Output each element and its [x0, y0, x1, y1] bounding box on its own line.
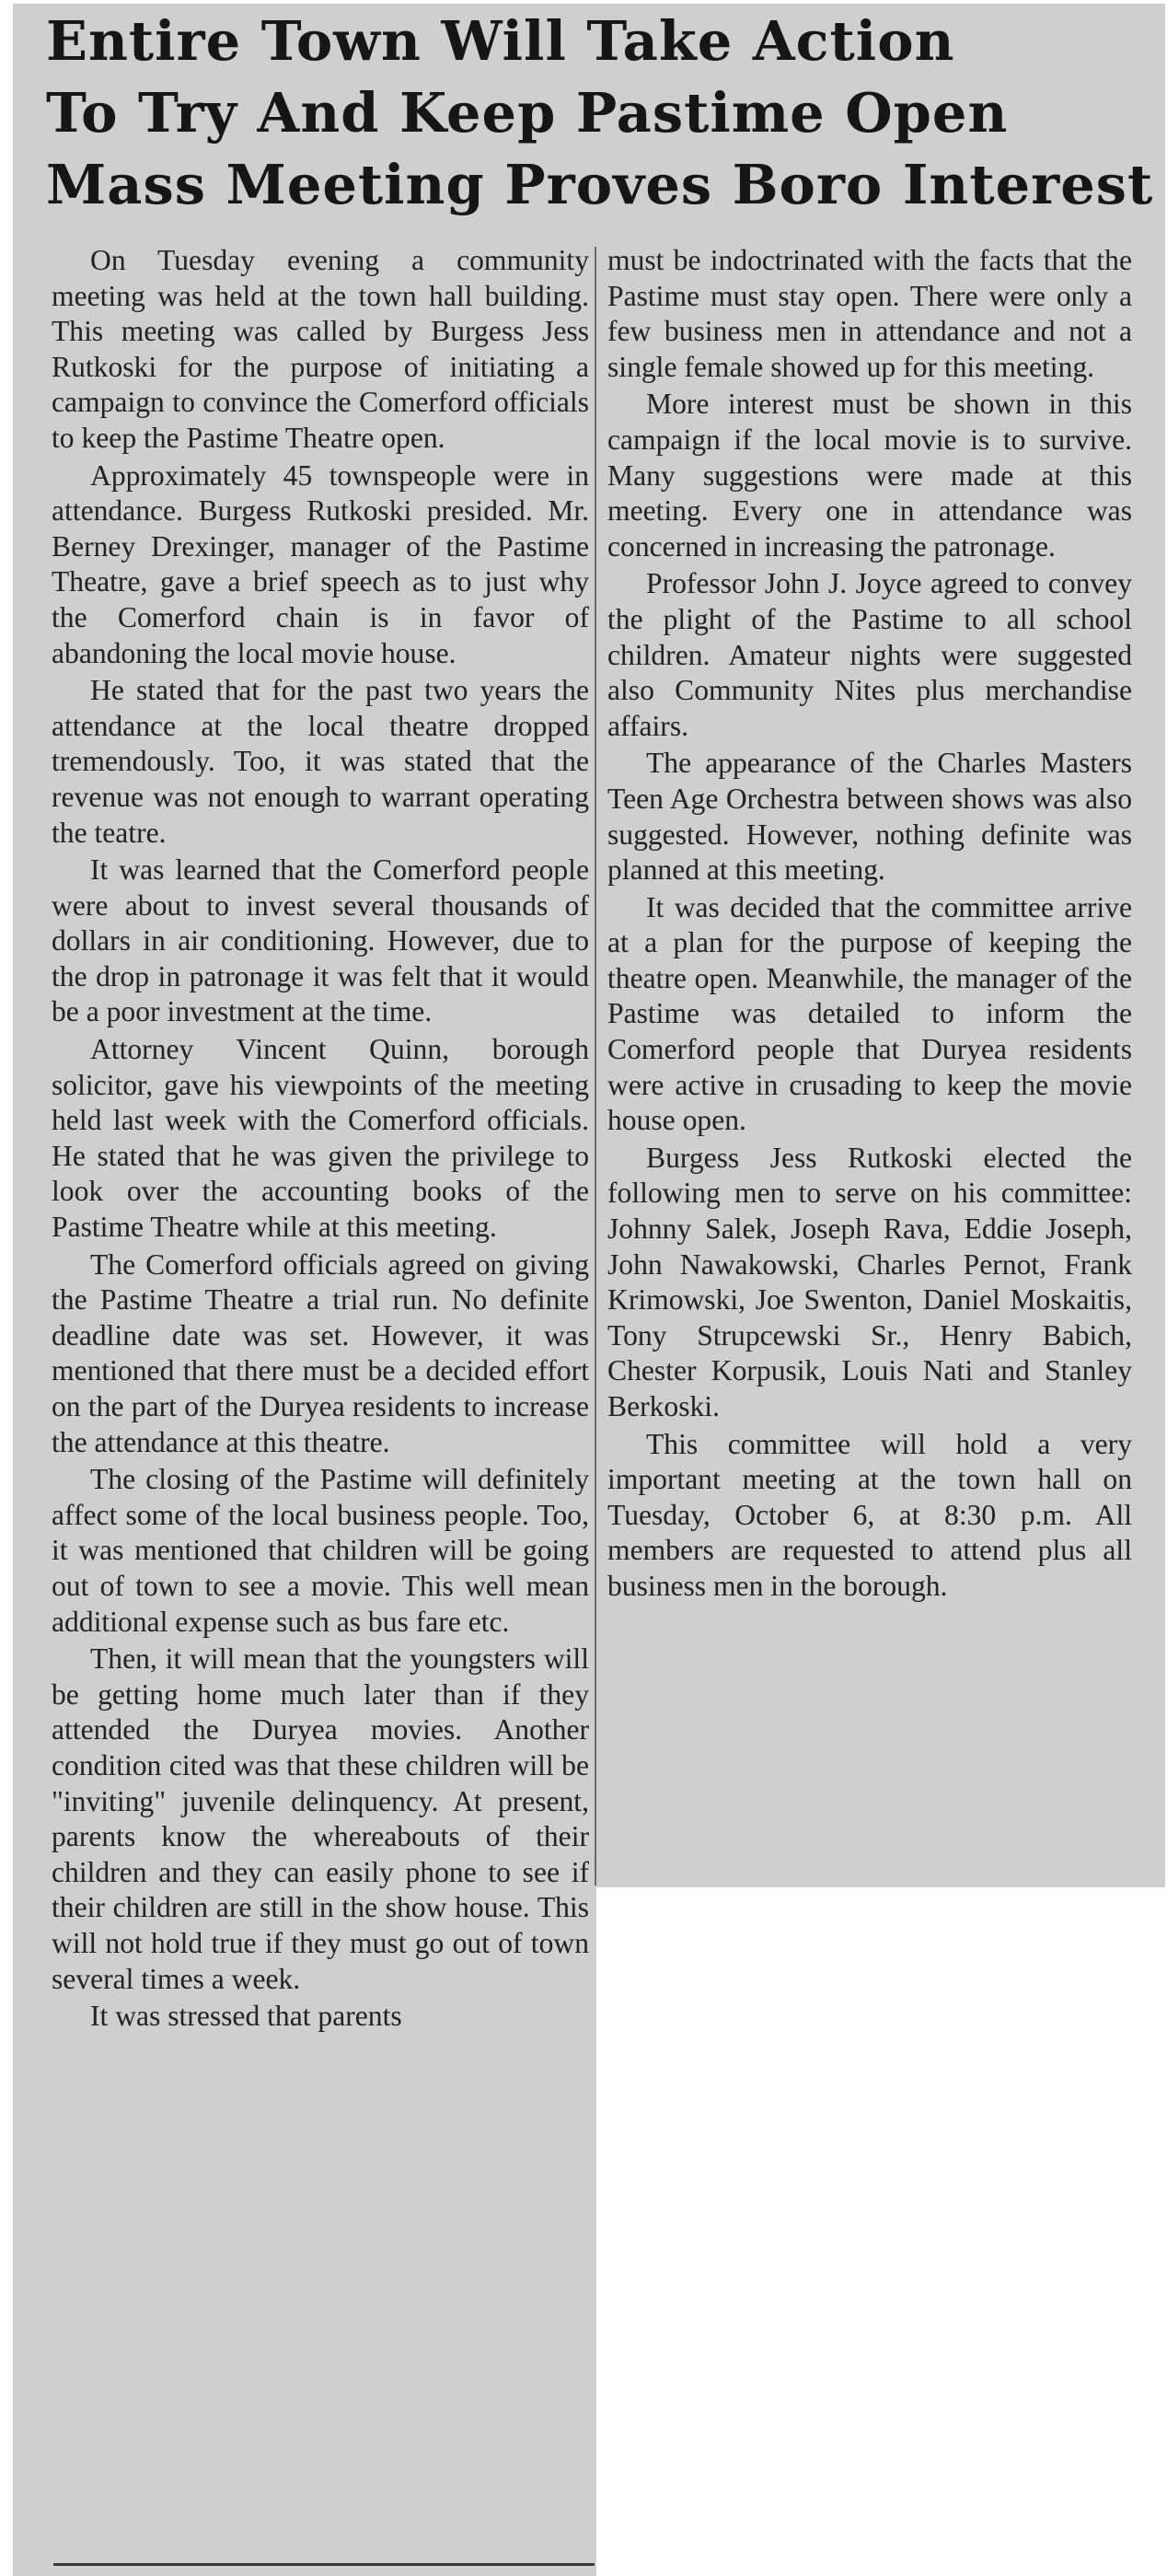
column-divider	[595, 247, 596, 1886]
headline	[46, 6, 1154, 221]
paragraph: It was stressed that parents	[90, 2000, 402, 2033]
article-column-left	[52, 243, 589, 2036]
paragraph: Attorney Vincent Quinn, borough solicitor, gave his viewpoints of the meeting held last week with the Comerford officials. He stated that he was given the privilege to look over the accounting books of the Pastime Theatre while at this meeting.	[52, 1033, 589, 1244]
paragraph: It was decided that the committee arrive at a plan for the purpose of keeping the theatre open. Meanwhile, the manager of the Pastime was detailed to inform the Comerford people that Duryea residents were active in crusading to keep the movie house open.	[607, 890, 1132, 1137]
paragraph: The Comerford officials agreed on giving the Pastime Theatre a trial run. No definite deadline date was set. However, it was mentioned that there must be a decided effort on the part of the Duryea residents to increase the attendance at this theatre.	[52, 1247, 589, 1458]
paragraph: This committee will hold a very important meeting at the town hall on Tuesday, October 6, at 8:30 p.m. All members are requested to attend plus all business men in the borough.	[607, 1427, 1132, 1602]
paragraph: On Tuesday evening a community meeting was held at the town hall building. This meeting was called by Burgess Jess Rutkoski for the purpose of initiating a campaign to convince the Comerford officials to keep the Pastime Theatre open.	[52, 244, 589, 454]
headline-line-2: To Try And Keep Pastime Open	[46, 81, 1009, 145]
paragraph: More interest must be shown in this campaign if the local movie is to survive. Many suggestions were made at this meeting. Every one in attendance was concerned in increasing the patronage.	[607, 388, 1132, 563]
bottom-rule	[53, 2563, 595, 2566]
paragraph: The closing of the Pastime will definitely affect some of the local business people. Too, it was mentioned that children will be going out of town to see a movie. This well mean additional expense such as bus fare etc.	[52, 1463, 589, 1638]
paragraph: Burgess Jess Rutkoski elected the following men to serve on his committee: Johnny Salek, Joseph Rava, Eddie Joseph, John Nawakowski, Charles Pernot, Frank Krimowski, Joe Swenton, Daniel Moskaitis, Tony Strupcewski Sr., Henry Babich, Chester Korpusik, Louis Nati and Stanley Berkoski.	[607, 1141, 1132, 1422]
paragraph: Then, it will mean that the youngsters will be getting home much later than if they attended the Duryea movies. Another condition cited was that these children will be "inviting" juvenile delinquency. At present, parents know the whereabouts of their children and they can easily phone to see if their children are still in the show house. This will not hold true if they must go out of town several times a week.	[52, 1642, 589, 1995]
paragraph: The appearance of the Charles Masters Teen Age Orchestra between shows was also suggested. However, nothing definite was planned at this meeting.	[607, 747, 1132, 887]
paragraph: He stated that for the past two years the attendance at the local theatre dropped tremendously. Too, it was stated that the revenue was not enough to warrant operating the teatre.	[52, 674, 589, 849]
paragraph: must be indoctrinated with the facts that the Pastime must stay open. There were only a few business men in attendance and not a single female showed up for this meeting.	[607, 244, 1132, 383]
headline-line-1: Entire Town Will Take Action	[46, 9, 955, 73]
headline-line-3: Mass Meeting Proves Boro Interest	[46, 153, 1154, 216]
article-column-right	[607, 243, 1132, 1607]
paragraph: Professor John J. Joyce agreed to convey the plight of the Pastime to all school children. Amateur nights were suggested also Community Nites plus merchandise affairs.	[607, 567, 1132, 742]
paragraph: It was learned that the Comerford people were about to invest several thousands of dollars in air conditioning. However, due to the drop in patronage it was felt that it would be a poor investment at the time.	[52, 853, 589, 1028]
paragraph: Approximately 45 townspeople were in attendance. Burgess Rutkoski presided. Mr. Berney Drexinger, manager of the Pastime Theatre, gave a brief speech as to just why the Comerford chain is in favor of abandoning the local movie house.	[52, 458, 589, 669]
